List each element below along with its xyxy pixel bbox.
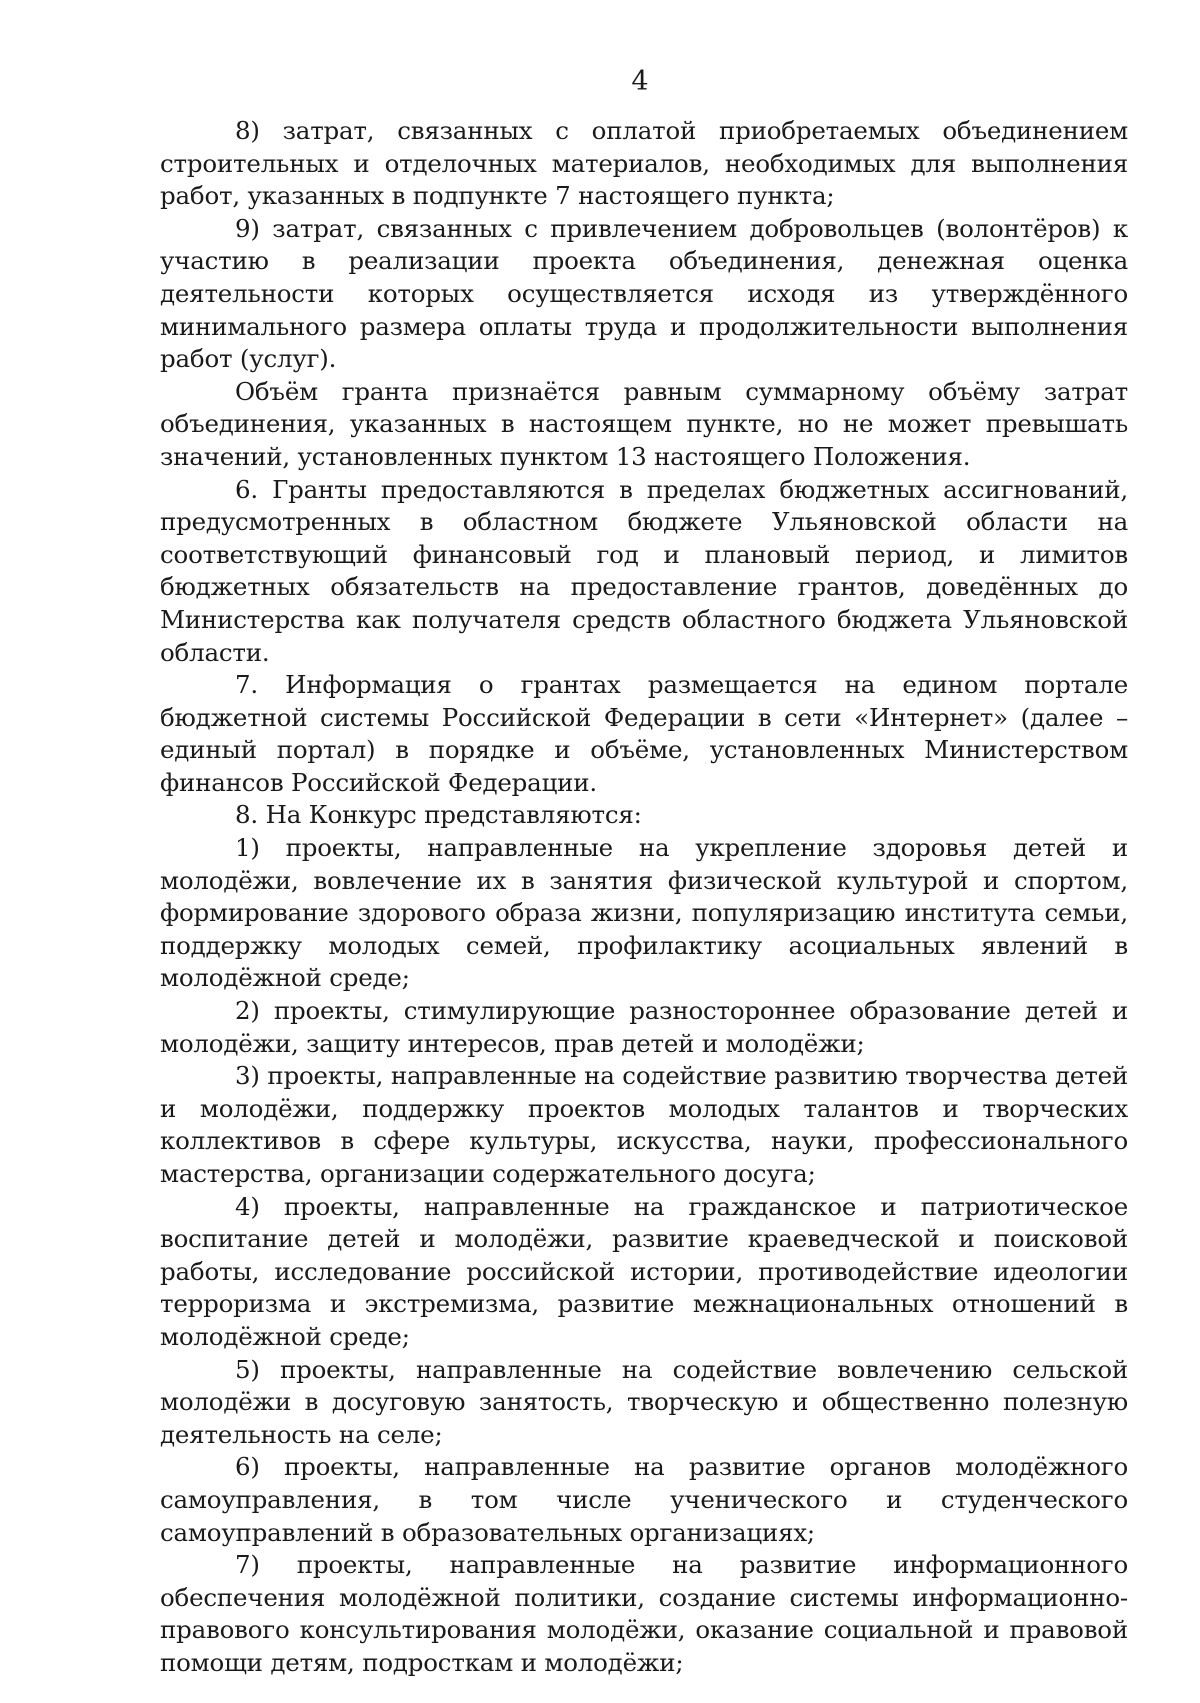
paragraph-project-3: 3) проекты, направленные на содействие развитию творчества детей и молодёжи, поддержку проектов молодых талантов и творческих коллективов в сфере культуры, искусства, науки, профессионального мастерства, организации содержательного досуга; xyxy=(160,1061,1128,1188)
paragraph-grant-volume: Объём гранта признаётся равным суммарному объёму затрат объединения, указанных в настоящем пункте, но не может превышать значений, установленных пунктом 13 настоящего Положения. xyxy=(160,376,1128,471)
page-number: 4 xyxy=(631,66,649,97)
paragraph-section-8: 8. На Конкурс представляются: xyxy=(235,800,642,830)
paragraph-section-6: 6. Гранты предоставляются в пределах бюджетных ассигнований, предусмотренных в областном бюджете Ульяновской области на соответствующий финансовый год и плановый период, и лимитов бюджетных обязательств на предоставление грантов, доведённых до Министерства как получателя средств областного бюджета Ульяновской области. xyxy=(160,474,1128,667)
paragraph-project-2: 2) проекты, стимулирующие разностороннее образование детей и молодёжи, защиту интересов, прав детей и молодёжи; xyxy=(160,996,1128,1058)
paragraph-project-4: 4) проекты, направленные на гражданское и патриотическое воспитание детей и молодёжи, развитие краеведческой и поисковой работы, исследование российской истории, противодействие идеологии терроризма и экстремизма, развитие межнациональных отношений в молодёжной среде; xyxy=(160,1191,1128,1351)
paragraph-item-8-costs: 8) затрат, связанных с оплатой приобретаемых объединением строительных и отделочных материалов, необходимых для выполнения работ, указанных в подпункте 7 настоящего пункта; xyxy=(160,116,1128,211)
document-body xyxy=(160,115,1128,1680)
paragraph-project-7: 7) проекты, направленные на развитие информационного обеспечения молодёжной политики, создание системы информационно-правового консультирования молодёжи, оказание социальной и правовой помощи детям, подросткам и молодёжи; xyxy=(160,1550,1128,1677)
paragraph-section-7: 7. Информация о грантах размещается на едином портале бюджетной системы Российской Федерации в сети «Интернет» (далее – единый портал) в порядке и объёме, установленных Министерством финансов Российской Федерации. xyxy=(160,670,1128,797)
paragraph-project-1: 1) проекты, направленные на укрепление здоровья детей и молодёжи, вовлечение их в занятия физической культурой и спортом, формирование здорового образа жизни, популяризацию института семьи, поддержку молодых семей, профилактику асоциальных явлений в молодёжной среде; xyxy=(160,833,1128,993)
paragraph-item-9-volunteers: 9) затрат, связанных с привлечением добровольцев (волонтёров) к участию в реализации проекта объединения, денежная оценка деятельности которых осуществляется исходя из утверждённого минимального размера оплаты труда и продолжительности выполнения работ (услуг). xyxy=(160,213,1128,374)
paragraph-project-6: 6) проекты, направленные на развитие органов молодёжного самоуправления, в том числе ученического и студенческого самоуправлений в образовательных организациях; xyxy=(160,1452,1128,1547)
paragraph-project-5: 5) проекты, направленные на содействие вовлечению сельской молодёжи в досуговую занятость, творческую и общественно полезную деятельность на селе; xyxy=(160,1354,1128,1449)
